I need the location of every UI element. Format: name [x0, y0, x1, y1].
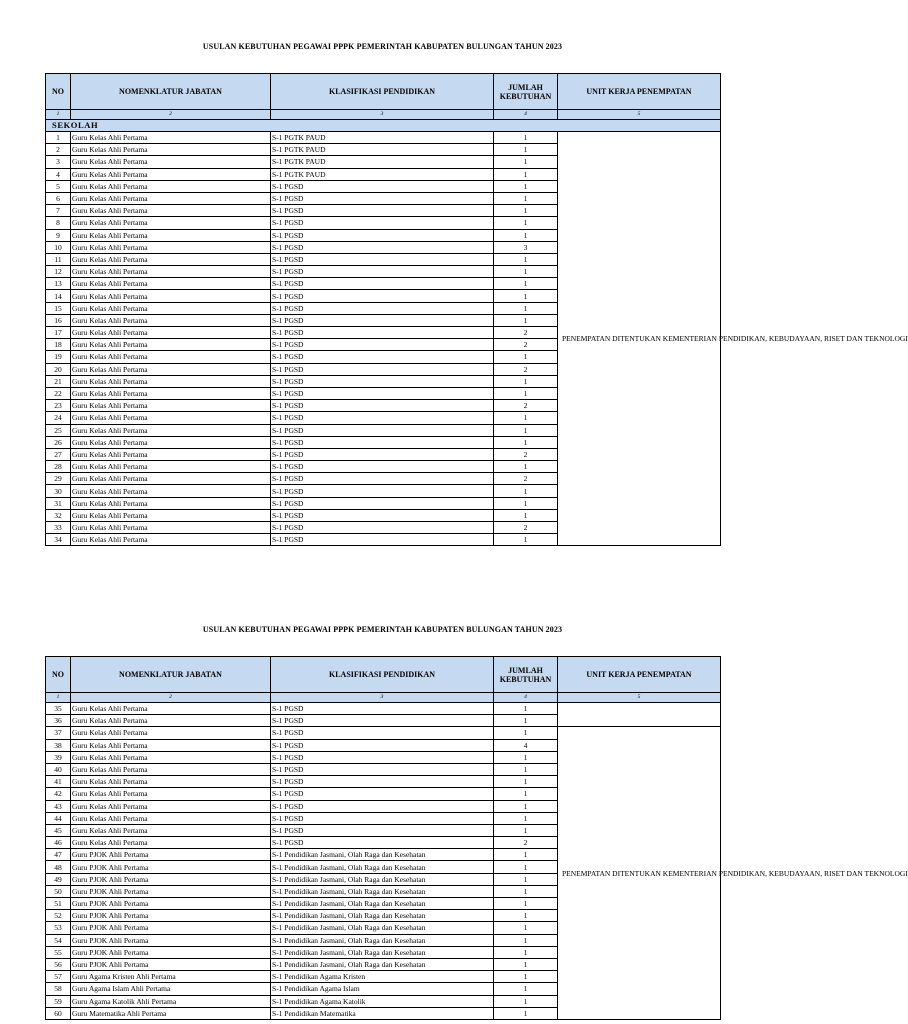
row-nomenklatur: Guru PJOK Ahli Pertama	[71, 934, 271, 946]
row-no: 27	[46, 448, 71, 460]
row-no: 59	[46, 995, 71, 1007]
row-no: 1	[46, 132, 71, 144]
row-klasifikasi: S-1 PGSD	[271, 788, 494, 800]
row-nomenklatur: Guru Kelas Ahli Pertama	[71, 241, 271, 253]
row-klasifikasi: S-1 PGSD	[271, 812, 494, 824]
row-klasifikasi: S-1 Pendidikan Jasmani, Olah Raga dan Kesehatan	[271, 861, 494, 873]
row-nomenklatur: Guru PJOK Ahli Pertama	[71, 922, 271, 934]
row-no: 2	[46, 144, 71, 156]
row-no: 26	[46, 436, 71, 448]
column-number: 2	[71, 693, 271, 703]
row-nomenklatur: Guru Kelas Ahli Pertama	[71, 703, 271, 715]
row-no: 47	[46, 849, 71, 861]
row-nomenklatur: Guru Kelas Ahli Pertama	[71, 534, 271, 546]
row-klasifikasi: S-1 PGSD	[271, 800, 494, 812]
row-no: 15	[46, 302, 71, 314]
row-klasifikasi: S-1 PGSD	[271, 485, 494, 497]
row-klasifikasi: S-1 PGTK PAUD	[271, 132, 494, 144]
row-nomenklatur: Guru Kelas Ahli Pertama	[71, 739, 271, 751]
row-jumlah: 1	[494, 1007, 558, 1019]
row-no: 52	[46, 910, 71, 922]
row-klasifikasi: S-1 Pendidikan Jasmani, Olah Raga dan Kesehatan	[271, 873, 494, 885]
row-nomenklatur: Guru Kelas Ahli Pertama	[71, 497, 271, 509]
table-row	[46, 703, 721, 715]
row-no: 13	[46, 278, 71, 290]
row-jumlah: 1	[494, 132, 558, 144]
row-no: 28	[46, 461, 71, 473]
row-jumlah: 1	[494, 788, 558, 800]
header-klasifikasi: KLASIFIKASI PENDIDIKAN	[271, 657, 494, 693]
header-jumlah: JUMLAH KEBUTUHAN	[494, 74, 558, 110]
row-no: 42	[46, 788, 71, 800]
row-jumlah: 1	[494, 763, 558, 775]
row-klasifikasi: S-1 PGSD	[271, 412, 494, 424]
row-no: 23	[46, 400, 71, 412]
row-nomenklatur: Guru Kelas Ahli Pertama	[71, 144, 271, 156]
row-nomenklatur: Guru Kelas Ahli Pertama	[71, 800, 271, 812]
row-klasifikasi: S-1 PGSD	[271, 351, 494, 363]
row-klasifikasi: S-1 PGSD	[271, 253, 494, 265]
table-row	[46, 727, 721, 739]
row-klasifikasi: S-1 PGSD	[271, 763, 494, 775]
row-nomenklatur: Guru Kelas Ahli Pertama	[71, 715, 271, 727]
row-no: 33	[46, 522, 71, 534]
row-jumlah: 1	[494, 983, 558, 995]
row-klasifikasi: S-1 Pendidikan Jasmani, Olah Raga dan Kesehatan	[271, 849, 494, 861]
row-klasifikasi: S-1 PGSD	[271, 327, 494, 339]
table-row	[46, 132, 721, 144]
row-no: 3	[46, 156, 71, 168]
row-jumlah: 2	[494, 363, 558, 375]
row-klasifikasi: S-1 PGSD	[271, 497, 494, 509]
row-jumlah: 1	[494, 509, 558, 521]
row-nomenklatur: Guru PJOK Ahli Pertama	[71, 958, 271, 970]
header-unit: UNIT KERJA PENEMPATAN	[558, 74, 721, 110]
row-no: 36	[46, 715, 71, 727]
row-no: 40	[46, 763, 71, 775]
unit-kerja-penempatan: PENEMPATAN DITENTUKAN KEMENTERIAN PENDIDIKAN, KEBUDAYAAN, RISET DAN TEKNOLOGI	[558, 727, 721, 1020]
row-jumlah: 1	[494, 461, 558, 473]
row-no: 29	[46, 473, 71, 485]
row-no: 11	[46, 253, 71, 265]
row-jumlah: 2	[494, 327, 558, 339]
row-klasifikasi: S-1 PGSD	[271, 739, 494, 751]
row-nomenklatur: Guru PJOK Ahli Pertama	[71, 898, 271, 910]
row-nomenklatur: Guru Kelas Ahli Pertama	[71, 363, 271, 375]
row-klasifikasi: S-1 PGSD	[271, 290, 494, 302]
row-jumlah: 1	[494, 534, 558, 546]
row-jumlah: 1	[494, 278, 558, 290]
row-klasifikasi: S-1 PGSD	[271, 703, 494, 715]
row-nomenklatur: Guru Agama Kristen Ahli Pertama	[71, 971, 271, 983]
row-no: 19	[46, 351, 71, 363]
row-no: 18	[46, 339, 71, 351]
kebutuhan-table-2	[45, 656, 908, 1020]
row-no: 38	[46, 739, 71, 751]
row-nomenklatur: Guru Kelas Ahli Pertama	[71, 290, 271, 302]
row-jumlah: 1	[494, 217, 558, 229]
row-no: 53	[46, 922, 71, 934]
row-klasifikasi: S-1 PGSD	[271, 461, 494, 473]
row-no: 50	[46, 885, 71, 897]
row-no: 12	[46, 266, 71, 278]
row-klasifikasi: S-1 PGSD	[271, 473, 494, 485]
row-jumlah: 1	[494, 776, 558, 788]
row-jumlah: 1	[494, 861, 558, 873]
row-jumlah: 2	[494, 400, 558, 412]
row-jumlah: 1	[494, 351, 558, 363]
row-no: 14	[46, 290, 71, 302]
row-jumlah: 2	[494, 473, 558, 485]
unit-kerja-penempatan: PENEMPATAN DITENTUKAN KEMENTERIAN PENDIDIKAN, KEBUDAYAAN, RISET DAN TEKNOLOGI	[558, 132, 721, 546]
row-jumlah: 1	[494, 387, 558, 399]
header-no: NO	[46, 657, 71, 693]
row-jumlah: 1	[494, 898, 558, 910]
row-no: 4	[46, 168, 71, 180]
row-jumlah: 1	[494, 800, 558, 812]
row-nomenklatur: Guru PJOK Ahli Pertama	[71, 849, 271, 861]
row-nomenklatur: Guru Matematika Ahli Pertama	[71, 1007, 271, 1019]
row-jumlah: 1	[494, 885, 558, 897]
row-jumlah: 1	[494, 168, 558, 180]
row-klasifikasi: S-1 PGSD	[271, 229, 494, 241]
row-klasifikasi: S-1 PGSD	[271, 314, 494, 326]
row-no: 21	[46, 375, 71, 387]
row-nomenklatur: Guru Kelas Ahli Pertama	[71, 180, 271, 192]
row-klasifikasi: S-1 Pendidikan Jasmani, Olah Raga dan Kesehatan	[271, 922, 494, 934]
row-no: 41	[46, 776, 71, 788]
row-jumlah: 1	[494, 485, 558, 497]
row-nomenklatur: Guru Kelas Ahli Pertama	[71, 253, 271, 265]
row-klasifikasi: S-1 PGSD	[271, 387, 494, 399]
row-klasifikasi: S-1 PGSD	[271, 715, 494, 727]
row-nomenklatur: Guru Kelas Ahli Pertama	[71, 314, 271, 326]
row-no: 51	[46, 898, 71, 910]
column-number: 2	[71, 110, 271, 120]
row-jumlah: 1	[494, 849, 558, 861]
row-nomenklatur: Guru Kelas Ahli Pertama	[71, 473, 271, 485]
row-klasifikasi: S-1 PGSD	[271, 509, 494, 521]
row-no: 16	[46, 314, 71, 326]
header-jumlah: JUMLAH KEBUTUHAN	[494, 657, 558, 693]
row-nomenklatur: Guru Kelas Ahli Pertama	[71, 351, 271, 363]
row-nomenklatur: Guru PJOK Ahli Pertama	[71, 885, 271, 897]
row-nomenklatur: Guru Kelas Ahli Pertama	[71, 168, 271, 180]
row-no: 56	[46, 958, 71, 970]
row-klasifikasi: S-1 PGSD	[271, 302, 494, 314]
column-number: 1	[46, 110, 71, 120]
kebutuhan-table-1	[45, 73, 908, 546]
row-no: 45	[46, 824, 71, 836]
row-klasifikasi: S-1 Pendidikan Jasmani, Olah Raga dan Kesehatan	[271, 946, 494, 958]
row-jumlah: 1	[494, 302, 558, 314]
column-number: 1	[46, 693, 71, 703]
row-no: 54	[46, 934, 71, 946]
row-jumlah: 1	[494, 412, 558, 424]
row-jumlah: 1	[494, 946, 558, 958]
row-jumlah: 1	[494, 824, 558, 836]
row-nomenklatur: Guru Kelas Ahli Pertama	[71, 485, 271, 497]
row-no: 6	[46, 192, 71, 204]
row-klasifikasi: S-1 PGSD	[271, 727, 494, 739]
row-nomenklatur: Guru Kelas Ahli Pertama	[71, 424, 271, 436]
column-number: 5	[558, 693, 721, 703]
row-jumlah: 1	[494, 314, 558, 326]
row-jumlah: 1	[494, 436, 558, 448]
row-nomenklatur: Guru Kelas Ahli Pertama	[71, 339, 271, 351]
row-klasifikasi: S-1 PGTK PAUD	[271, 168, 494, 180]
row-klasifikasi: S-1 PGSD	[271, 448, 494, 460]
row-no: 34	[46, 534, 71, 546]
row-no: 46	[46, 837, 71, 849]
row-nomenklatur: Guru Kelas Ahli Pertama	[71, 763, 271, 775]
row-jumlah: 1	[494, 266, 558, 278]
row-jumlah: 1	[494, 910, 558, 922]
row-no: 5	[46, 180, 71, 192]
row-jumlah: 1	[494, 253, 558, 265]
row-klasifikasi: S-1 PGSD	[271, 375, 494, 387]
row-jumlah: 1	[494, 375, 558, 387]
row-nomenklatur: Guru Kelas Ahli Pertama	[71, 278, 271, 290]
row-jumlah: 2	[494, 339, 558, 351]
row-nomenklatur: Guru Kelas Ahli Pertama	[71, 387, 271, 399]
header-no: NO	[46, 74, 71, 110]
row-nomenklatur: Guru Kelas Ahli Pertama	[71, 461, 271, 473]
row-klasifikasi: S-1 PGSD	[271, 205, 494, 217]
row-no: 22	[46, 387, 71, 399]
row-no: 8	[46, 217, 71, 229]
column-number: 5	[558, 110, 721, 120]
row-klasifikasi: S-1 PGSD	[271, 534, 494, 546]
row-nomenklatur: Guru Kelas Ahli Pertama	[71, 266, 271, 278]
row-nomenklatur: Guru Kelas Ahli Pertama	[71, 205, 271, 217]
row-klasifikasi: S-1 PGSD	[271, 241, 494, 253]
row-klasifikasi: S-1 Pendidikan Jasmani, Olah Raga dan Kesehatan	[271, 958, 494, 970]
header-unit: UNIT KERJA PENEMPATAN	[558, 657, 721, 693]
row-no: 58	[46, 983, 71, 995]
header-klasifikasi: KLASIFIKASI PENDIDIKAN	[271, 74, 494, 110]
row-no: 55	[46, 946, 71, 958]
row-no: 37	[46, 727, 71, 739]
row-jumlah: 1	[494, 192, 558, 204]
row-jumlah: 1	[494, 156, 558, 168]
row-klasifikasi: S-1 PGSD	[271, 824, 494, 836]
row-nomenklatur: Guru Kelas Ahli Pertama	[71, 509, 271, 521]
row-klasifikasi: S-1 PGSD	[271, 363, 494, 375]
row-no: 20	[46, 363, 71, 375]
row-no: 35	[46, 703, 71, 715]
page-title-2: USULAN KEBUTUHAN PEGAWAI PPPK PEMERINTAH KABUPATEN BULUNGAN TAHUN 2023	[202, 625, 563, 634]
row-klasifikasi: S-1 PGSD	[271, 180, 494, 192]
row-no: 31	[46, 497, 71, 509]
row-no: 30	[46, 485, 71, 497]
row-nomenklatur: Guru Kelas Ahli Pertama	[71, 132, 271, 144]
row-no: 39	[46, 751, 71, 763]
row-jumlah: 1	[494, 144, 558, 156]
row-nomenklatur: Guru Kelas Ahli Pertama	[71, 217, 271, 229]
row-jumlah: 2	[494, 837, 558, 849]
row-jumlah: 1	[494, 703, 558, 715]
row-klasifikasi: S-1 PGTK PAUD	[271, 144, 494, 156]
row-nomenklatur: Guru Kelas Ahli Pertama	[71, 412, 271, 424]
row-nomenklatur: Guru Kelas Ahli Pertama	[71, 302, 271, 314]
header-nomenklatur: NOMENKLATUR JABATAN	[71, 74, 271, 110]
row-klasifikasi: S-1 PGSD	[271, 751, 494, 763]
row-klasifikasi: S-1 Pendidikan Jasmani, Olah Raga dan Kesehatan	[271, 898, 494, 910]
row-jumlah: 1	[494, 751, 558, 763]
row-no: 9	[46, 229, 71, 241]
row-no: 48	[46, 861, 71, 873]
row-klasifikasi: S-1 Pendidikan Jasmani, Olah Raga dan Kesehatan	[271, 885, 494, 897]
row-klasifikasi: S-1 PGTK PAUD	[271, 156, 494, 168]
row-no: 32	[46, 509, 71, 521]
column-number: 4	[494, 110, 558, 120]
row-no: 7	[46, 205, 71, 217]
row-nomenklatur: Guru Kelas Ahli Pertama	[71, 156, 271, 168]
column-number: 3	[271, 693, 494, 703]
row-klasifikasi: S-1 Pendidikan Agama Kristen	[271, 971, 494, 983]
row-jumlah: 3	[494, 241, 558, 253]
row-nomenklatur: Guru Kelas Ahli Pertama	[71, 788, 271, 800]
row-jumlah: 1	[494, 873, 558, 885]
row-jumlah: 2	[494, 448, 558, 460]
row-nomenklatur: Guru Kelas Ahli Pertama	[71, 400, 271, 412]
row-klasifikasi: S-1 PGSD	[271, 837, 494, 849]
row-nomenklatur: Guru PJOK Ahli Pertama	[71, 873, 271, 885]
row-jumlah: 1	[494, 290, 558, 302]
row-nomenklatur: Guru Kelas Ahli Pertama	[71, 192, 271, 204]
row-klasifikasi: S-1 PGSD	[271, 266, 494, 278]
row-jumlah: 1	[494, 922, 558, 934]
row-nomenklatur: Guru Kelas Ahli Pertama	[71, 327, 271, 339]
row-no: 24	[46, 412, 71, 424]
row-no: 17	[46, 327, 71, 339]
row-jumlah: 1	[494, 971, 558, 983]
row-nomenklatur: Guru PJOK Ahli Pertama	[71, 861, 271, 873]
row-nomenklatur: Guru Kelas Ahli Pertama	[71, 751, 271, 763]
row-nomenklatur: Guru Agama Katolik Ahli Pertama	[71, 995, 271, 1007]
row-klasifikasi: S-1 PGSD	[271, 278, 494, 290]
table-body-2	[46, 703, 908, 1020]
row-nomenklatur: Guru Agama Islam Ahli Pertama	[71, 983, 271, 995]
row-no: 25	[46, 424, 71, 436]
row-no: 43	[46, 800, 71, 812]
row-jumlah: 1	[494, 180, 558, 192]
row-jumlah: 1	[494, 958, 558, 970]
row-klasifikasi: S-1 PGSD	[271, 400, 494, 412]
row-klasifikasi: S-1 PGSD	[271, 436, 494, 448]
row-no: 49	[46, 873, 71, 885]
row-jumlah: 1	[494, 424, 558, 436]
row-no: 10	[46, 241, 71, 253]
column-number: 4	[494, 693, 558, 703]
header-nomenklatur: NOMENKLATUR JABATAN	[71, 657, 271, 693]
row-jumlah: 1	[494, 229, 558, 241]
row-klasifikasi: S-1 PGSD	[271, 776, 494, 788]
row-no: 44	[46, 812, 71, 824]
section-label: SEKOLAH	[46, 120, 721, 132]
row-nomenklatur: Guru Kelas Ahli Pertama	[71, 812, 271, 824]
row-jumlah: 4	[494, 739, 558, 751]
row-jumlah: 1	[494, 934, 558, 946]
row-jumlah: 1	[494, 497, 558, 509]
page-title-1: USULAN KEBUTUHAN PEGAWAI PPPK PEMERINTAH KABUPATEN BULUNGAN TAHUN 2023	[202, 42, 563, 51]
row-nomenklatur: Guru Kelas Ahli Pertama	[71, 837, 271, 849]
row-klasifikasi: S-1 Pendidikan Jasmani, Olah Raga dan Kesehatan	[271, 934, 494, 946]
row-nomenklatur: Guru Kelas Ahli Pertama	[71, 776, 271, 788]
row-nomenklatur: Guru PJOK Ahli Pertama	[71, 946, 271, 958]
row-jumlah: 1	[494, 715, 558, 727]
row-klasifikasi: S-1 Pendidikan Matematika	[271, 1007, 494, 1019]
row-nomenklatur: Guru Kelas Ahli Pertama	[71, 522, 271, 534]
table-section-2	[45, 656, 908, 1020]
row-no: 60	[46, 1007, 71, 1019]
table-body-1	[46, 132, 908, 546]
row-jumlah: 2	[494, 522, 558, 534]
row-nomenklatur: Guru Kelas Ahli Pertama	[71, 448, 271, 460]
row-klasifikasi: S-1 Pendidikan Agama Katolik	[271, 995, 494, 1007]
row-klasifikasi: S-1 PGSD	[271, 192, 494, 204]
row-klasifikasi: S-1 PGSD	[271, 217, 494, 229]
row-klasifikasi: S-1 PGSD	[271, 339, 494, 351]
row-nomenklatur: Guru Kelas Ahli Pertama	[71, 436, 271, 448]
table-section-1	[45, 73, 908, 546]
row-klasifikasi: S-1 PGSD	[271, 424, 494, 436]
row-nomenklatur: Guru Kelas Ahli Pertama	[71, 375, 271, 387]
row-nomenklatur: Guru Kelas Ahli Pertama	[71, 229, 271, 241]
column-number: 3	[271, 110, 494, 120]
row-jumlah: 1	[494, 812, 558, 824]
row-klasifikasi: S-1 Pendidikan Jasmani, Olah Raga dan Kesehatan	[271, 910, 494, 922]
row-no: 57	[46, 971, 71, 983]
row-jumlah: 1	[494, 727, 558, 739]
unit-cell-empty	[558, 703, 721, 727]
row-klasifikasi: S-1 Pendidikan Agama Islam	[271, 983, 494, 995]
row-nomenklatur: Guru Kelas Ahli Pertama	[71, 727, 271, 739]
row-klasifikasi: S-1 PGSD	[271, 522, 494, 534]
row-jumlah: 1	[494, 995, 558, 1007]
row-jumlah: 1	[494, 205, 558, 217]
row-nomenklatur: Guru Kelas Ahli Pertama	[71, 824, 271, 836]
row-nomenklatur: Guru PJOK Ahli Pertama	[71, 910, 271, 922]
